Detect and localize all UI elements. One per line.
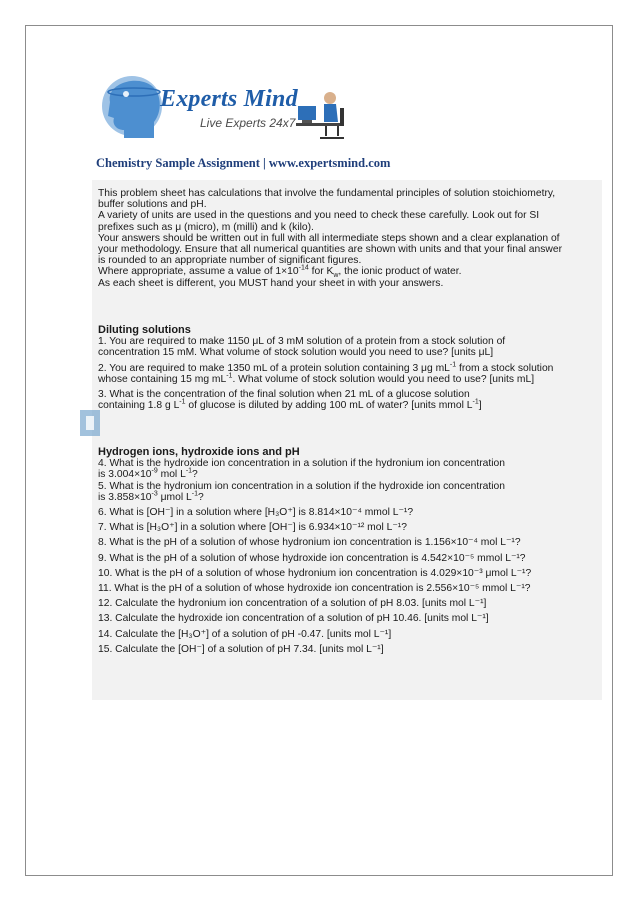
question-line: containing 1.8 g $L^{-1}$ of glucose is diluted by adding 100 mL of water? [units mmol $L^{-1}$] bbox=[98, 398, 482, 412]
person-at-desk-icon bbox=[294, 86, 350, 144]
question-line: 9. What is the pH of a solution of whose hydroxide ion concentration is 4.542×10⁻⁵ mmol L⁻¹? bbox=[98, 552, 526, 564]
question-line: 11. What is the pH of a solution of whose hydroxide ion concentration is 2.556×10⁻⁵ mmol L⁻¹? bbox=[98, 583, 531, 595]
question-line: 2. You are required to make 1350 mL of a protein solution containing 3 μg $mL^{-1}$ from a stock solution bbox=[98, 361, 554, 374]
section-heading: Diluting solutions bbox=[98, 324, 191, 336]
question-line: is $3.004\times 10^{-9}$ mol $L^{-1}$? bbox=[98, 467, 198, 481]
question-line: 4. What is the hydroxide ion concentration in a solution if the hydronium ion concentration bbox=[98, 458, 505, 470]
question-line: 13. Calculate the hydroxide ion concentration of a solution of pH 10.46. [units mol L⁻¹] bbox=[98, 613, 489, 625]
question-line: 14. Calculate the [H₃O⁺] of a solution of pH -0.47. [units mol L⁻¹] bbox=[98, 628, 392, 640]
intro-line: As each sheet is different, you MUST hand your sheet in with your answers. bbox=[98, 277, 444, 289]
question-line: concentration 15 mM. What volume of stock solution would you need to use? [units μL] bbox=[98, 347, 494, 359]
intro-line: A variety of units are used in the questions and you need to check these carefully. Look out for SI bbox=[98, 210, 540, 222]
intro-line: prefixes such as μ (micro), m (milli) and k (kilo). bbox=[98, 221, 314, 233]
intro-block bbox=[98, 188, 562, 289]
page-caption: Chemistry Sample Assignment | www.expertsmind.com bbox=[96, 156, 391, 170]
question-line: 12. Calculate the hydronium ion concentration of a solution of pH 8.03. [units mol L⁻¹] bbox=[98, 598, 487, 610]
logo-title: Experts Mind bbox=[160, 86, 298, 112]
intro-line: your methodology. Ensure that all numerical quantities are shown with units and that your final answer bbox=[98, 244, 562, 256]
question-line: 15. Calculate the [OH⁻] of a solution of pH 7.34. [units mol L⁻¹] bbox=[98, 643, 384, 655]
assignment-sheet bbox=[92, 180, 602, 700]
question-line: 7. What is [H₃O⁺] in a solution where [OH⁻] is 6.934×10⁻¹² mol L⁻¹? bbox=[98, 522, 407, 534]
intro-line: This problem sheet has calculations that involve the fundamental principles of solution stoichiometry, bbox=[98, 188, 556, 199]
section-diluting bbox=[98, 320, 553, 411]
intro-line: Where appropriate, assume a value of $1\times 10^{-14}$ for $K_w$, the ionic product of water. bbox=[98, 265, 462, 280]
section-heading: Hydrogen ions, hydroxide ions and pH bbox=[98, 446, 300, 458]
question-line: whose containing 15 mg $mL^{-1}$. What volume of stock solution would you need to use? [units mL] bbox=[98, 372, 535, 385]
intro-line: Your answers should be written out in full with all intermediate steps shown and a clear explanation of bbox=[98, 232, 560, 244]
section-ph bbox=[98, 442, 531, 655]
question-line: is $3.858\times 10^{-3}$ μmol $L^{-1}$? bbox=[98, 490, 204, 503]
question-line: 1. You are required to make 1150 μL of 3 mM solution of a protein from a stock solution of bbox=[98, 336, 506, 348]
logo-subtitle: Live Experts 24x7 bbox=[200, 116, 296, 130]
question-line: 6. What is [OH⁻] in a solution where [H₃O⁺] is 8.814×10⁻⁴ mmol L⁻¹? bbox=[98, 507, 414, 519]
intro-line: is rounded to an appropriate number of significant figures. bbox=[98, 255, 362, 267]
question-line: 5. What is the hydronium ion concentration in a solution if the hydroxide ion concentration bbox=[98, 480, 505, 492]
intro-line: buffer solutions and pH. bbox=[98, 199, 207, 211]
question-line: 3. What is the concentration of the final solution when 21 mL of a glucose solution bbox=[98, 389, 470, 401]
question-line: 10. What is the pH of a solution of whose hydronium ion concentration is 4.029×10⁻³ μmol L⁻¹? bbox=[98, 567, 532, 579]
question-line: 8. What is the pH of a solution of whose hydronium ion concentration is 1.156×10⁻⁴ mol L⁻¹? bbox=[98, 537, 521, 549]
experts-mind-logo bbox=[96, 72, 346, 144]
